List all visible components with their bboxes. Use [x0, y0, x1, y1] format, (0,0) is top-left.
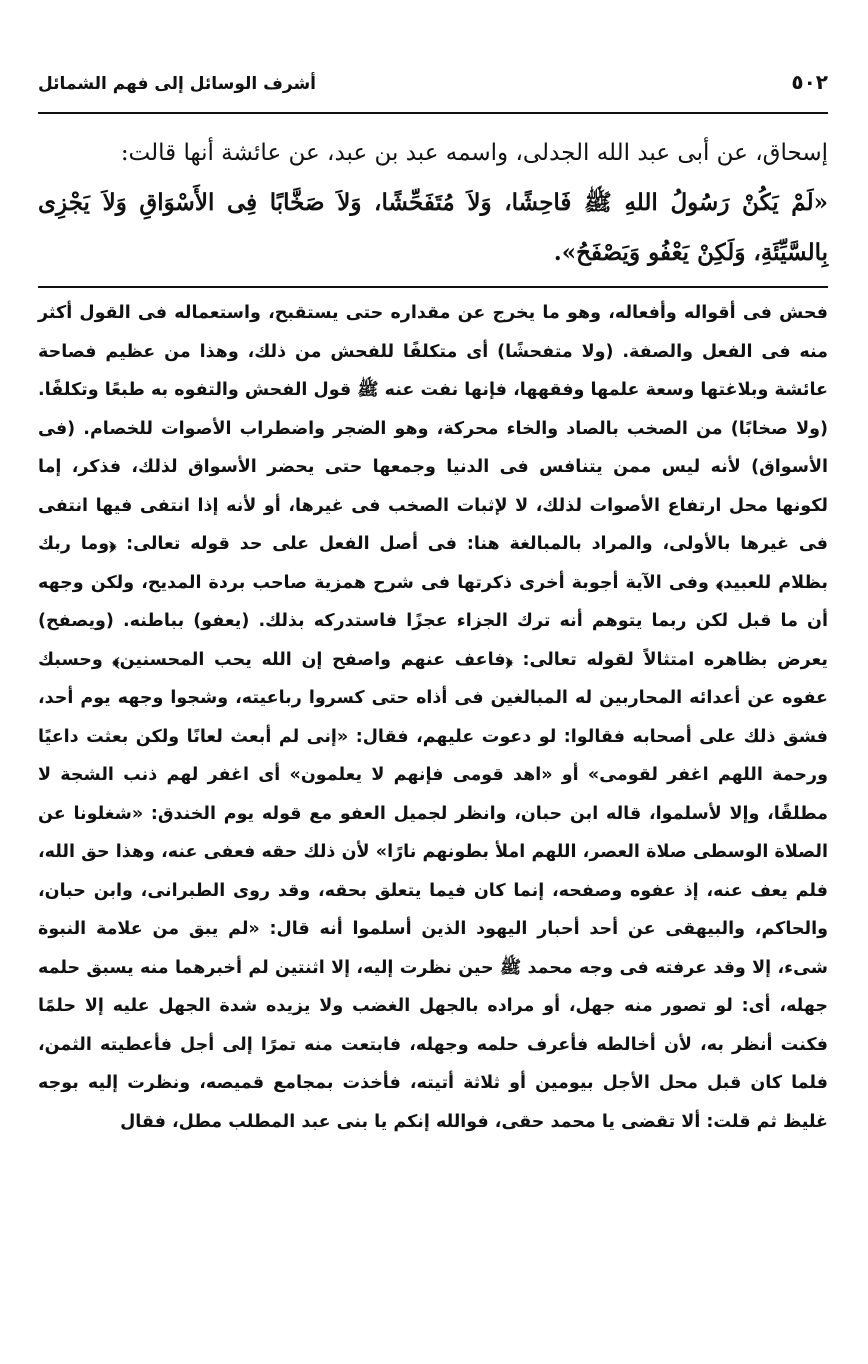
book-title: أشرف الوسائل إلى فهم الشمائل — [38, 74, 317, 94]
hadith-chain: إسحاق، عن أبى عبد الله الجدلى، واسمه عبد بن عبد، عن عائشة أنها قالت: — [120, 140, 828, 166]
commentary-block — [38, 294, 828, 1141]
hadith-text-block — [38, 128, 828, 278]
hadith-quote: «لَمْ يَكُنْ رَسُولُ اللهِ ﷺ فَاحِشًا، وَلاَ مُتَفَحِّشًا، وَلاَ صَخَّابًا فِى الأَسْوَاقِ وَلاَ يَجْزِى بِالسَّيِّئَةِ، وَلَكِنْ يَعْفُو وَيَصْفَحُ». — [38, 189, 828, 266]
page-header — [38, 70, 828, 114]
book-page — [38, 70, 828, 1141]
section-divider — [38, 286, 828, 288]
commentary-text: فحش فى أقواله وأفعاله، وهو ما يخرج عن مقداره حتى يستقبح، واستعماله فى القول أكثر منه فى الفعل والصفة. (ولا متفحشًا) أى متكلفًا للفحش من ذلك، وهذا من عظيم فصاحة عائشة وبلاغتها وسعة علمها وفقهها، فإنها نفت عنه ﷺ قول الفحش والتفوه به طبعًا وتكلفًا. (ولا صخابًا) من الصخب بالصاد والخاء محركة، وهو الضجر واضطراب الأصوات للخصام. (فى الأسواق) لأنه ليس ممن يتنافس فى الدنيا وجمعها حتى يحضر الأسواق لذلك، فذكر، إما لكونها محل ارتفاع الأصوات لذلك، لا لإثبات الصخب فى غيرها، أو لأنه إذا انتفى فيها انتفى فى غيرها بالأولى، والمراد بالمبالغة هنا: فى أصل الفعل على حد قوله تعالى: ﴿وما ربك بظلام للعبيد﴾ وفى الآية أجوبة أخرى ذكرتها فى شرح همزية صاحب بردة المديح، ولكن وجهه أن ما قبل لكن ربما يتوهم أنه ترك الجزاء عجزًا فاستدركه بذلك. (يعفو) بباطنه. (ويصفح) يعرض بظاهره امتثالاً لقوله تعالى: ﴿فاعف عنهم واصفح إن الله يحب المحسنين﴾ وحسبك عفوه عن أعدائه المحاربين له المبالغين فى أذاه حتى كسروا رباعيته، وشجوا وجهه يوم أحد، فشق ذلك على أصحابه فقالوا: لو دعوت عليهم، فقال: «إنى لم أبعث لعانًا ولكن بعثت داعيًا ورحمة اللهم اغفر لقومى» أو «اهد قومى فإنهم لا يعلمون» أى اغفر لهم ذنب الشجة لا مطلقًا، وإلا لأسلموا، قاله ابن حبان، وانظر لجميل العفو مع قوله يوم الخندق: «شغلونا عن الصلاة الوسطى صلاة العصر، اللهم املأ بطونهم نارًا» لأن ذلك حقه فعفى عنه، وهذا حق الله، فلم يعف عنه، إذ عفوه وصفحه، إنما كان فيما يتعلق بحقه، وقد روى الطبرانى، وابن حبان، والحاكم، والبيهقى عن أحد أحبار اليهود الذين أسلموا أنه قال: «لم يبق من علامة النبوة شىء، إلا وقد عرفته فى وجه محمد ﷺ حين نظرت إليه، إلا اثنتين لم أخبرهما منه يسبق حلمه جهله، أى: لو تصور منه جهل، أو مراده بالجهل الغضب ولا يزيده شدة الجهل عليه إلا حلمًا فكنت أنظر به، لأن أخالطه فأعرف حلمه وجهله، فابتعت منه تمرًا إلى أجل فأعطيته الثمن، فلما كان قبل محل الأجل بيومين أو ثلاثة أتيته، فأخذت بمجامع قميصه، ونظرت إليه بوجه غليظ ثم قلت: ألا تقضى يا محمد حقى، فوالله إنكم يا بنى عبد المطلب مطل، فقال — [38, 303, 828, 1132]
page-number: ٥٠٢ — [791, 70, 828, 94]
